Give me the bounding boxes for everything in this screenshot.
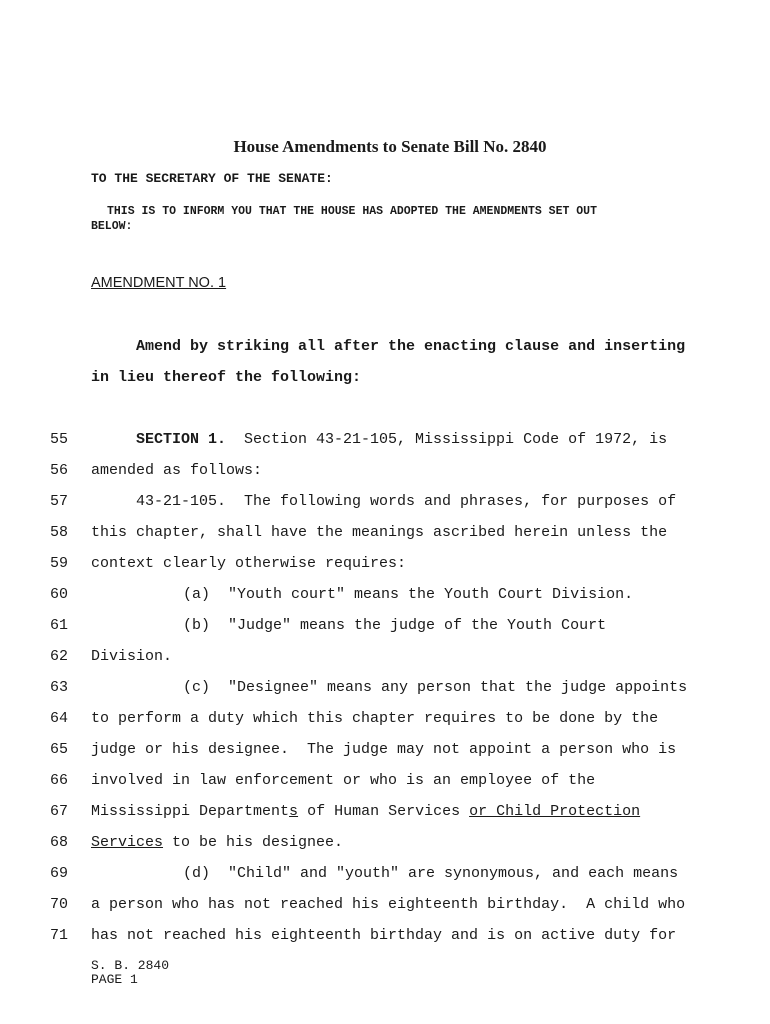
- line-text: Section 43-21-105, Mississippi Code of 1972, is: [226, 431, 668, 448]
- salutation: TO THE SECRETARY OF THE SENATE:: [91, 171, 333, 186]
- bill-line: [91, 803, 640, 820]
- line-text: to be his designee.: [163, 834, 344, 851]
- line-number: 70: [50, 896, 69, 913]
- line-text: Mississippi Department: [91, 803, 290, 820]
- line-number: 55: [50, 431, 69, 448]
- amend-instruction-line-2: in lieu thereof the following:: [91, 369, 362, 386]
- inserted-text: s: [289, 803, 299, 820]
- section-heading: SECTION 1.: [136, 431, 227, 448]
- line-number: 58: [50, 524, 69, 541]
- line-number: 68: [50, 834, 69, 851]
- line-number: 66: [50, 772, 69, 789]
- line-text: context clearly otherwise requires:: [91, 555, 407, 572]
- page-footer: [91, 959, 169, 987]
- line-number: 60: [50, 586, 69, 603]
- line-text: 43-21-105. The following words and phrases, for purposes of: [136, 493, 677, 510]
- line-number: 64: [50, 710, 69, 727]
- line-number: 63: [50, 679, 69, 696]
- line-number: 67: [50, 803, 69, 820]
- line-number: 57: [50, 493, 69, 510]
- line-text: (b) "Judge" means the judge of the Youth Court: [183, 617, 607, 634]
- line-text: Division.: [91, 648, 173, 665]
- line-text: this chapter, shall have the meanings ascribed herein unless the: [91, 524, 668, 541]
- line-number: 62: [50, 648, 69, 665]
- inserted-text: or Child Protection: [469, 803, 641, 820]
- line-number: 56: [50, 462, 69, 479]
- amendment-heading: AMENDMENT NO. 1: [91, 275, 227, 291]
- footer-page: PAGE 1: [91, 972, 138, 987]
- inform-line-2: BELOW:: [91, 220, 133, 233]
- line-text: judge or his designee. The judge may not appoint a person who is: [91, 741, 677, 758]
- document-title: House Amendments to Senate Bill No. 2840: [233, 137, 547, 156]
- line-number: 59: [50, 555, 69, 572]
- inform-notice: [91, 204, 597, 234]
- line-text: to perform a duty which this chapter requires to be done by the: [91, 710, 659, 727]
- line-text: (c) "Designee" means any person that the judge appoints: [183, 679, 688, 696]
- line-number: 65: [50, 741, 69, 758]
- line-text: has not reached his eighteenth birthday and is on active duty for: [91, 927, 677, 944]
- line-text: of Human Services: [298, 803, 470, 820]
- line-text: (a) "Youth court" means the Youth Court Division.: [183, 586, 634, 603]
- line-number: 71: [50, 927, 69, 944]
- line-number: 69: [50, 865, 69, 882]
- line-text: involved in law enforcement or who is an employee of the: [91, 772, 596, 789]
- line-text: a person who has not reached his eighteenth birthday. A child who: [91, 896, 686, 913]
- bill-line: [136, 431, 667, 448]
- footer-bill: S. B. 2840: [91, 958, 170, 973]
- bill-line: [91, 834, 343, 851]
- inserted-text: Services: [91, 834, 164, 851]
- line-text: amended as follows:: [91, 462, 263, 479]
- line-number: 61: [50, 617, 69, 634]
- line-text: (d) "Child" and "youth" are synonymous, and each means: [183, 865, 679, 882]
- inform-line-1: THIS IS TO INFORM YOU THAT THE HOUSE HAS ADOPTED THE AMENDMENTS SET OUT: [107, 205, 597, 218]
- amend-instruction-line-1: Amend by striking all after the enacting clause and inserting: [136, 338, 686, 355]
